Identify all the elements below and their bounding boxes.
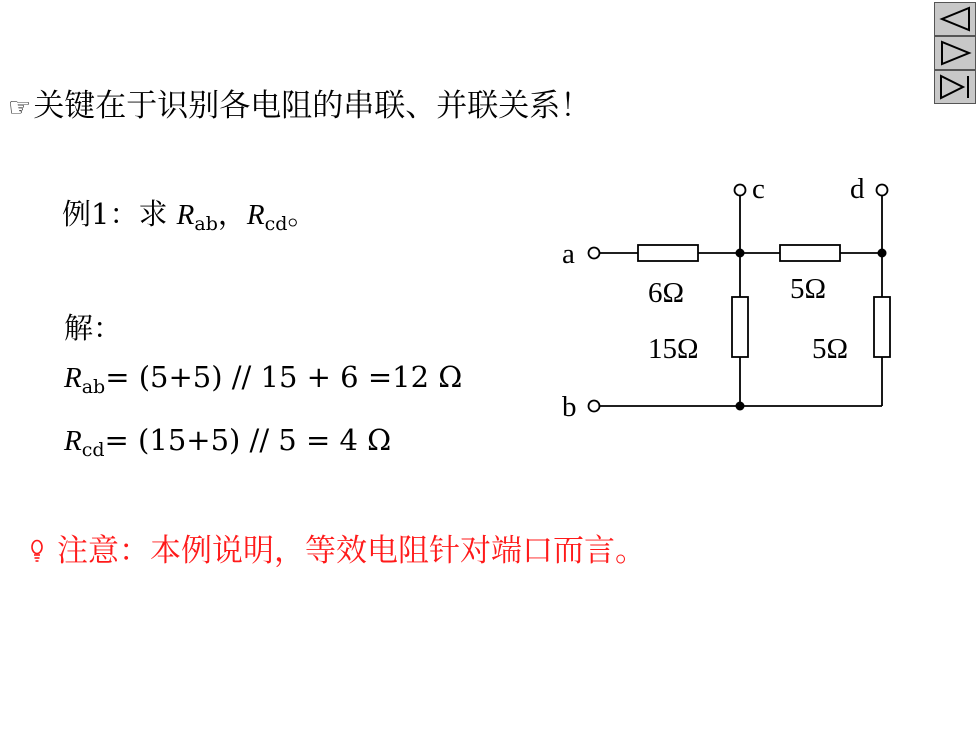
terminal-d: [877, 185, 888, 196]
example-r1-sub: ab: [194, 213, 218, 235]
label-b: b: [562, 391, 577, 423]
terminal-b: [589, 401, 600, 412]
label-c: c: [752, 173, 765, 205]
label-a: a: [562, 238, 575, 270]
junction-c: [736, 249, 745, 258]
last-slide-button[interactable]: [934, 70, 976, 104]
example-r1: R: [176, 199, 195, 231]
lightbulb-icon: [30, 542, 51, 567]
eq1-expr: = (5+5) // 15 + 6 =12 Ω: [105, 360, 463, 394]
equation-rab: [64, 360, 462, 398]
pointing-hand-icon: ☞: [8, 93, 32, 123]
note-line: [30, 525, 646, 570]
example-prefix: 例1：求: [62, 197, 177, 231]
eq2-sub: cd: [81, 439, 105, 461]
triangle-right-icon: [935, 37, 975, 69]
eq2-expr: = (15+5) // 5 = 4 Ω: [104, 423, 392, 457]
terminal-a: [589, 248, 600, 259]
equation-rcd: [64, 423, 391, 461]
example-end: 。: [287, 197, 317, 231]
label-5ohm-top: 5Ω: [790, 273, 827, 305]
example-r2-sub: cd: [264, 213, 288, 235]
junction-d: [878, 249, 887, 258]
eq1-sub: ab: [81, 376, 106, 398]
label-15ohm: 15Ω: [648, 333, 699, 365]
example-sep: ，: [217, 197, 247, 231]
solution-label: 解：: [64, 311, 123, 345]
label-d: d: [850, 173, 865, 205]
eq2-r: R: [64, 425, 82, 457]
resistor-5ohm-top: [780, 245, 840, 261]
eq1-r: R: [64, 362, 82, 394]
circuit-diagram: [550, 165, 910, 435]
junction-b: [736, 402, 745, 411]
slide-heading: [8, 80, 591, 125]
label-5ohm-right: 5Ω: [812, 333, 849, 365]
prev-slide-button[interactable]: [934, 2, 976, 36]
next-slide-button[interactable]: [934, 36, 976, 70]
example-line: [62, 192, 316, 235]
example-r2: R: [246, 199, 265, 231]
note-text: 注意：本例说明，等效电阻针对端口而言。: [57, 533, 646, 569]
resistor-5ohm-right: [874, 297, 890, 357]
triangle-left-icon: [935, 3, 975, 35]
label-6ohm: 6Ω: [648, 277, 685, 309]
resistor-15ohm: [732, 297, 748, 357]
heading-text: 关键在于识别各电阻的串联、并联关系！: [33, 88, 592, 124]
resistor-6ohm: [638, 245, 698, 261]
skip-to-end-icon: [935, 71, 975, 103]
terminal-c: [735, 185, 746, 196]
